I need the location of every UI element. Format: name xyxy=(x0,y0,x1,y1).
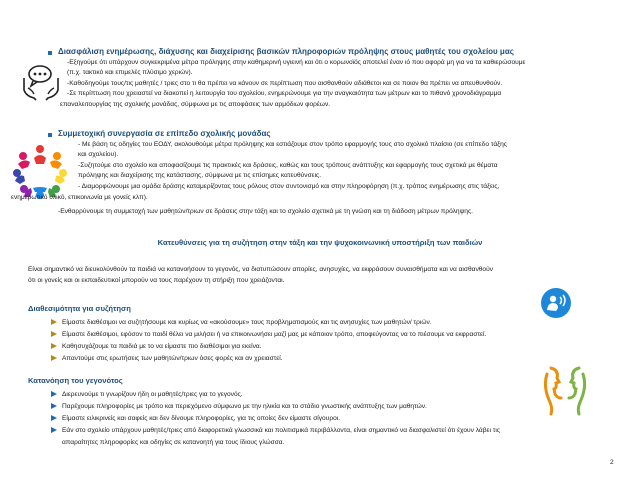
bullet-arrow xyxy=(51,355,57,361)
section2-line: - Διαμορφώνουμε μια ομάδα δράσης καταμερίζοντας τους ρόλους στον συντονισμό και στην πληροφόρηση (π.χ. τρόπος ενημέρωσης στις τάξεις, xyxy=(78,183,500,190)
bullet-arrow xyxy=(51,427,57,433)
section1-bullet xyxy=(48,51,52,55)
bullet-arrow xyxy=(51,319,57,325)
availability-heading: Διαθεσιμότητα για συζήτηση xyxy=(28,304,131,313)
section1-line: -Εξηγούμε ότι υπάρχουν συγκεκριμένα μέτρα πρόληψης στην καθημερινή υγιεινή και ότι ο κορωνοϊός αποτελεί έναν ιό που αφορά μη για να τα καθιερώσουμε xyxy=(67,59,526,66)
understanding-item: Εάν στο σχολείο υπάρχουν μαθητές/τριες από διαφορετικά γλωσσικά και πολιτισμικά περιβάλλοντα, είναι σημαντικό να διασφαλιστεί ότι έχουν λάβει τις xyxy=(62,427,501,434)
section2-line: -Ενθαρρύνουμε τη συμμετοχή των μαθητών/τριων σε δράσεις στην τάξη και το σχολείο σχετικά με τη γνώση και τη διάδοση μέτρων πρόληψης. xyxy=(58,208,473,215)
understanding-item: απαραίτητες πληροφορίες και οδηγίες σε κατανοητή για τους ίδιους γλώσσα. xyxy=(62,439,285,446)
availability-item: Καθησυχάζουμε τα παιδιά με το να είμαστε πιο διαθέσιμοι για εκείνα. xyxy=(62,343,262,350)
guidance-heading: Κατευθύνσεις για τη συζήτηση στην τάξη και την ψυχοκοινωνική υποστήριξη των παιδιών xyxy=(157,238,483,247)
care-hands-chat-icon xyxy=(20,60,62,102)
availability-item: Είμαστε διαθέσιμοι, εφόσον το παιδί θέλει να μιλήσει ή να επικοινωνήσει μαζί μας με κάποιον τρόπο, αποφεύγοντας να το πιέσουμε να εκφραστεί. xyxy=(62,331,487,338)
section2-line: και σχολείου). xyxy=(78,151,119,158)
bullet-arrow xyxy=(51,331,57,337)
section1-line: -Σε περίπτωση που χρειαστεί να διακοπεί η λειτουργία του σχολείου, ενημερώνουμε για την αναγκαιότητα των μέτρων και το πιθανό χρονοδιάγραμμα xyxy=(67,90,502,97)
section1-heading: Διασφάλιση ενημέρωσης, διάχυσης και διαχείρισης βασικών πληροφοριών πρόληψης στους μαθητές του σχολείου μας xyxy=(58,47,514,56)
section2-heading: Συμμετοχική συνεργασία σε επίπεδο σχολικής μονάδας xyxy=(58,129,271,138)
bullet-arrow xyxy=(51,343,57,349)
understanding-item: Διερευνούμε τι γνωρίζουν ήδη οι μαθητές/τριες για το γεγονός. xyxy=(62,391,243,398)
section2-bullet xyxy=(48,133,52,137)
faces-dialogue-icon xyxy=(537,364,593,418)
intro-line: Είναι σημαντικό να διευκολύνθούν τα παιδιά να κατανοήσουν το γεγονός, να διατυπώσουν απορίες, ανησυχίες, να εκφράσουν συναισθήματα και να αισθανθούν xyxy=(28,266,493,273)
bullet-arrow xyxy=(51,415,57,421)
bullet-arrow xyxy=(51,403,57,409)
availability-item: Είμαστε διαθέσιμοι να συζητήσουμε και κυρίως να «ακούσουμε» τους προβληματισμούς και τις ανησυχίες των μαθητών/ τριών. xyxy=(62,319,432,326)
section2-line: -Συζητούμε στο σχολείο και αποφασίζουμε τις πρακτικές και δράσεις, καθώς και τους τρόπους ανάπτυξης και εφαρμογής τους σχετικά με θέματα xyxy=(78,162,498,169)
availability-item: Απαντούμε στις ερωτήσεις των μαθητών/τριων όσες φορές και αν χρειαστεί. xyxy=(62,355,283,362)
section2-line: πρόληψης και διαχείρισης της κατάστασης, σύμφωνα με τις επίσημες κατευθύνσεις. xyxy=(78,172,322,179)
section2-line: ενημερωτικό υλικό, επικοινωνία με γονείς κλπ). xyxy=(11,194,148,201)
page-number: 2 xyxy=(610,459,614,466)
understanding-heading: Κατανόηση του γεγονότος xyxy=(28,376,123,385)
understanding-item: Παρέχουμε πληροφορίες με τρόπο και περιεχόμενο σύμφωνο με την ηλικία και το στάδιο γνωστικής ανάπτυξης των μαθητών. xyxy=(62,403,427,410)
section1-line: (π.χ. τακτικό και επιμελές πλύσιμο χεριών). xyxy=(67,69,193,76)
section2-line: - Με βάση τις οδηγίες του ΕΟΔΥ, ακολουθούμε μέτρα πρόληψης και εστιάζουμε στον τρόπο εφαρμογής τους στο σχολικό πλαίσιο (σε επίπεδο τάξης xyxy=(78,141,507,148)
bullet-arrow xyxy=(51,391,57,397)
speech-bubble-icon xyxy=(540,287,572,319)
section1-line: επαναλειτουργίας της σχολικής μονάδας, σύμφωνα με τις αποφάσεις των αρμόδιων φορέων. xyxy=(60,101,331,108)
intro-line: ότι οι γονείς και οι εκπαιδευτικοί μπορούν να τους παρέχουν τη στήριξη που χρειάζονται. xyxy=(28,277,285,284)
understanding-item: Είμαστε ειλικρινείς και σαφείς και δεν δίνουμε πληροφορίες, για τις οποίες δεν είμαστε σίγουροι. xyxy=(62,415,341,422)
section1-line: -Καθοδηγούμε τους/τις μαθητές / τριες στο τι θα πρέπει να κάνουν σε περίπτωση που αισθανθούν αδιάθετοι και σε ποιον θα πρέπει να απευθυνθούν. xyxy=(67,80,503,87)
